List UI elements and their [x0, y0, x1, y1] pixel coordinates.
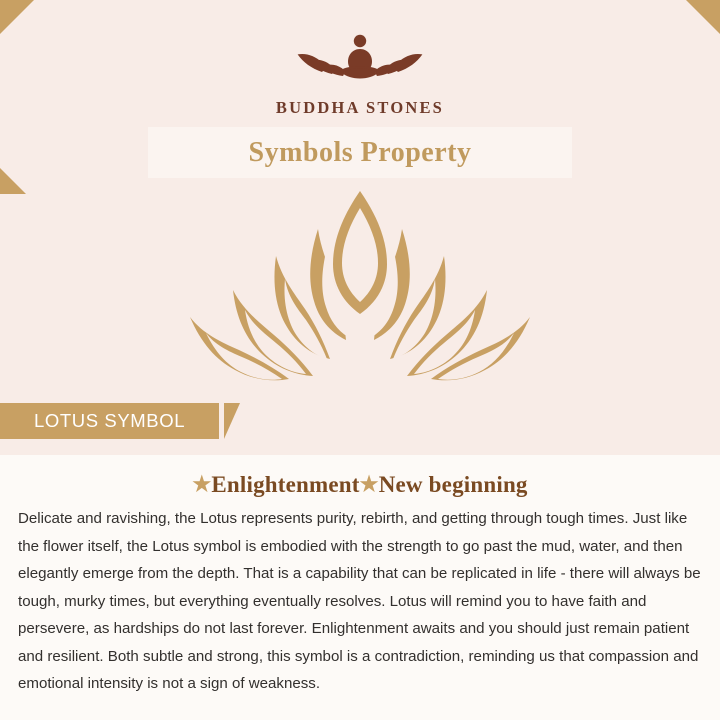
- headline: [0, 472, 720, 498]
- lotus-meditation-icon: [0, 22, 720, 94]
- ribbon-label: LOTUS SYMBOL: [34, 410, 186, 431]
- brand-logo: [0, 22, 720, 118]
- page-title: Symbols Property: [248, 136, 472, 168]
- body-paragraph: Delicate and ravishing, the Lotus represents purity, rebirth, and getting through tough times. Just like the flower itself, the Lotus symbol is embodied with the strength to go past the mud, water, and then elegantly emerge from the depth. That is a capability that can be replicated in life - there will always be tough, murky times, but everything eventually resolves. Lotus will remind you to have faith and persevere, as hardships do not last forever. Enlightenment awaits and you should just remain patient and resilient. Both subtle and strong, this symbol is a contradiction, reminding us that compassion and emotional intensity is not a sign of weakness.: [18, 510, 701, 692]
- title-bar: [148, 127, 572, 178]
- headline-part-one: Enlightenment: [211, 472, 360, 497]
- star-icon-left: ★: [192, 472, 212, 496]
- brand-name: BUDDHA STONES: [275, 98, 445, 117]
- lotus-flower-illustration: [0, 186, 720, 406]
- ribbon-tail-decoration: [224, 403, 240, 439]
- headline-part-two: New beginning: [378, 472, 528, 497]
- lotus-symbol-ribbon: [0, 403, 219, 439]
- star-icon-middle: ★: [359, 472, 379, 496]
